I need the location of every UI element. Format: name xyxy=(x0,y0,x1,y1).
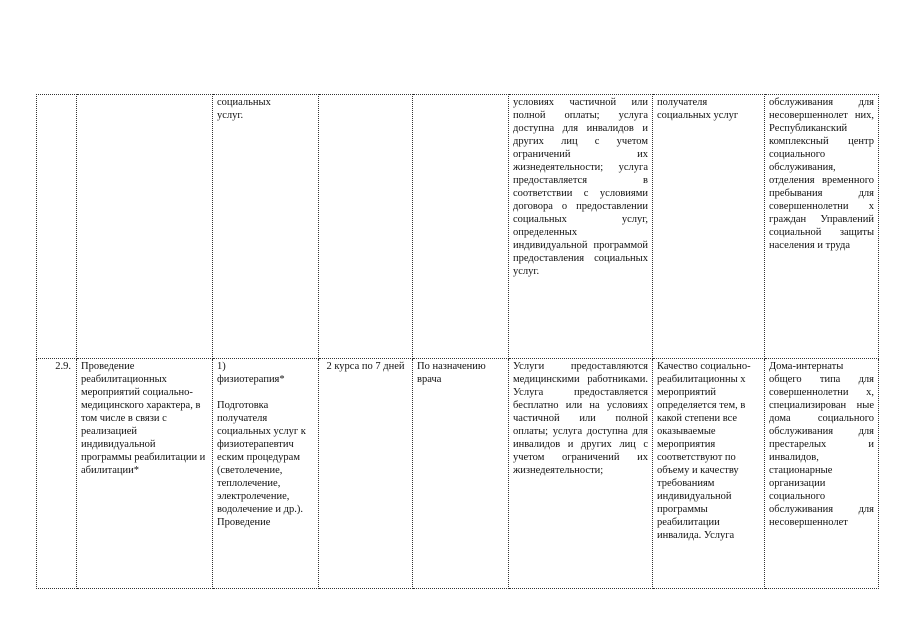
service-name-cell xyxy=(77,359,213,589)
service-term: 2 курса по 7 дней xyxy=(326,361,405,372)
row-number-cell xyxy=(37,359,77,589)
term-cell xyxy=(319,95,413,359)
service-content-part-a: социальных услуг. xyxy=(217,97,271,121)
row-number: 2.9. xyxy=(55,361,71,372)
row-number-cell xyxy=(37,95,77,359)
service-providers: обслуживания для несовершеннолет них, Республиканский комплексный центр социального обслуживания, отделения временного пребывания для совершеннолетни х граждан Управлений социальной защиты населения и труда xyxy=(769,97,874,251)
service-content-cell xyxy=(213,359,319,589)
service-conditions: Услуги предоставляются медицинскими работниками. Услуга предоставляется бесплатно или на условиях частичной или полной оплаты; услуга доступна для инвалидов и других лиц с учетом ограничений их жизнедеятельности; xyxy=(513,361,648,476)
service-providers: Дома-интернаты общего типа для совершеннолетни х, специализирован ные дома социального обслуживания для престарелых и инвалидов, стационарные организации социального обслуживания для несовершеннолет xyxy=(769,361,874,528)
service-content-part-b: Подготовка получателя социальных услуг к физиотерапевтич еским процедурам (светолечение, теплолечение, электролечение, водолечение и др.). Проведение xyxy=(217,400,306,528)
table-row xyxy=(37,95,879,359)
provision-cell xyxy=(413,95,509,359)
table-row xyxy=(37,359,879,589)
quality-cell xyxy=(653,95,765,359)
term-cell xyxy=(319,359,413,589)
conditions-cell xyxy=(509,359,653,589)
service-content-part-a: 1) физиотерапия* xyxy=(217,361,285,385)
services-table xyxy=(36,94,879,589)
service-content-cell xyxy=(213,95,319,359)
quality-cell xyxy=(653,359,765,589)
service-name-cell xyxy=(77,95,213,359)
providers-cell xyxy=(765,359,879,589)
service-provision: По назначению врача xyxy=(417,361,486,385)
service-name: Проведение реабилитационных мероприятий социально-медицинского характера, в том числе в связи с реализацией индивидуальной программы реабилитации и абилитации* xyxy=(81,361,206,476)
service-conditions: условиях частичной или полной оплаты; услуга доступна для инвалидов и других лиц с учетом ограничений их жизнедеятельности; услуга предоставляется в соответствии с условиями договора о предоставлении социальных услуг, определенных индивидуальной программой предоставления социальных услуг. xyxy=(513,97,648,277)
conditions-cell xyxy=(509,95,653,359)
providers-cell xyxy=(765,95,879,359)
service-quality: получателя социальных услуг xyxy=(657,97,739,121)
provision-cell xyxy=(413,359,509,589)
service-quality: Качество социально-реабилитационны х мероприятий определяется тем, в какой степени все оказываемые мероприятия соответствуют по объему и качеству требованиям индивидуальной программы реабилитации инвалида. Услуга xyxy=(657,361,751,541)
